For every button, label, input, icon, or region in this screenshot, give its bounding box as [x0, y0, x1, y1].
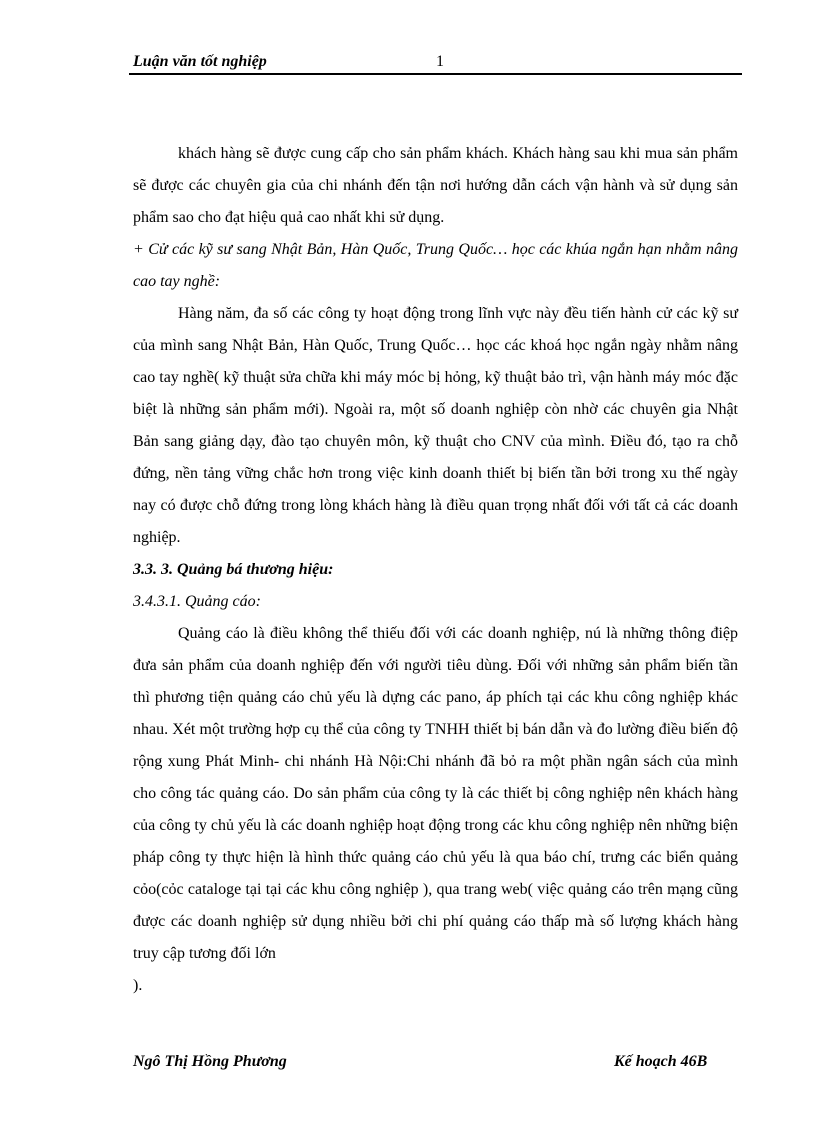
section-heading: 3.3. 3. Quảng bá thương hiệu: [133, 561, 334, 578]
paragraph-advertising-end: ). [133, 977, 143, 994]
footer-author: Ngô Thị Hồng Phương [133, 1053, 287, 1070]
page-number: 1 [436, 53, 444, 70]
paragraph-training: Hàng năm, đa số các công ty hoạt động trong lĩnh vực này đều tiến hành cử các kỹ sư của mình sang Nhật Bản, Hàn Quốc, Trung Quốc… học các khoá học ngắn ngày nhằm nâng cao tay nghề( kỹ thuật sửa chữa khi máy móc bị hỏng, kỹ thuật bảo trì, vận hành máy móc đặc biệt là những sản phẩm mới). Ngoài ra, một số doanh nghiệp còn nhờ các chuyên gia Nhật Bản sang giảng dạy, đào tạo chuyên môn, kỹ thuật cho CNV của mình. Điều đó, tạo ra chỗ đứng, nền tảng vững chắc hơn trong việc kinh doanh thiết bị biến tần bởi trong xu thế ngày nay có được chỗ đứng trong lòng khách hàng là điều quan trọng nhất đối với tất cả các doanh nghiệp. [133, 305, 738, 546]
paragraph-continuation: khách hàng sẽ được cung cấp cho sản phẩm khách. Khách hàng sau khi mua sản phẩm sẽ được các chuyên gia của chi nhánh đến tận nơi hướng dẫn cách vận hành và sử dụng sản phẩm sao cho đạt hiệu quả cao nhất khi sử dụng. [133, 145, 738, 226]
italic-bullet-point: + Cử các kỹ sư sang Nhật Bản, Hàn Quốc, Trung Quốc… học các khúa ngắn hạn nhằm nâng cao tay nghề: [133, 241, 738, 290]
subsection-heading: 3.4.3.1. Quảng cáo: [133, 593, 261, 610]
header-title: Luận văn tốt nghiệp [133, 53, 267, 70]
document-body [133, 138, 738, 1002]
header-divider [129, 73, 742, 75]
footer-class: Kế hoạch 46B [614, 1053, 708, 1070]
paragraph-advertising: Quảng cáo là điều không thể thiếu đối với các doanh nghiệp, nú là những thông điệp đưa sản phẩm của doanh nghiệp đến với người tiêu dùng. Đối với những sản phẩm biến tần thì phương tiện quảng cáo chủ yếu là dựng các pano, áp phích tại các khu công nghiệp khác nhau. Xét một trường hợp cụ thể của công ty TNHH thiết bị bán dẫn và đo lường điều biến độ rộng xung Phát Minh- chi nhánh Hà Nội:Chi nhánh đã bỏ ra một phần ngân sách của mình cho công tác quảng cáo. Do sản phẩm của công ty là các thiết bị công nghiệp nên khách hàng của công ty chủ yếu là các doanh nghiệp hoạt động trong các khu công nghiệp nên những biện pháp công ty thực hiện là hình thức quảng cáo chủ yếu là qua báo chí, trưng các biển quảng cỏo(cỏc cataloge tại tại các khu công nghiệp ), qua trang web( việc quảng cáo trên mạng cũng được các doanh nghiệp sử dụng nhiều bởi chi phí quảng cáo thấp mà số lượng khách hàng truy cập tương đối lớn [133, 625, 738, 962]
